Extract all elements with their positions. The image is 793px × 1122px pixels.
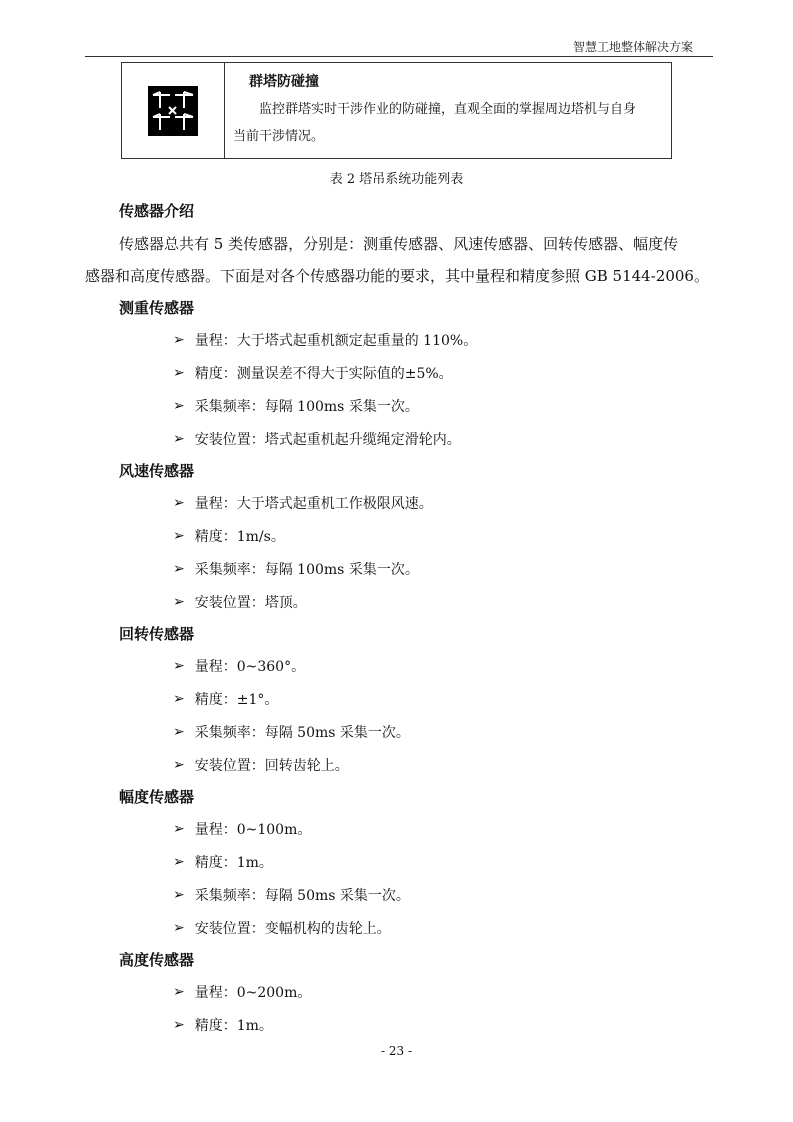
feature-title: 群塔防碰撞 [249,74,319,90]
bullet-arrow-icon: ➢ [173,724,185,740]
feature-icon-cell [122,63,225,158]
list-item: ➢ 精度：±1°。 [173,691,279,708]
feature-table [121,62,672,159]
crane-group-icon [148,86,198,136]
bullet-arrow-icon: ➢ [173,332,185,348]
paragraph-line: 传感器总共有 5 类传感器，分别是：测重传感器、风速传感器、回转传感器、幅度传 [119,235,679,253]
bullet-arrow-icon: ➢ [173,920,185,936]
bullet-arrow-icon: ➢ [173,887,185,903]
bullet-arrow-icon: ➢ [173,398,185,414]
feature-description-cell [225,63,671,158]
list-item: ➢ 量程：0~100m。 [173,821,312,838]
section-heading: 风速传感器 [119,462,195,480]
list-item: ➢ 精度：1m/s。 [173,528,285,545]
intro-paragraph [85,228,713,292]
list-item: ➢ 精度：测量误差不得大于实际值的±5%。 [173,365,453,382]
header-divider [85,56,713,57]
feature-description-line: 当前干涉情况。 [233,129,325,144]
section-heading: 幅度传感器 [119,788,195,806]
bullet-arrow-icon: ➢ [173,691,185,707]
bullet-arrow-icon: ➢ [173,984,185,1000]
list-item: ➢ 量程：大于塔式起重机工作极限风速。 [173,495,433,512]
bullet-arrow-icon: ➢ [173,594,185,610]
list-item: ➢ 采集频率：每隔 50ms 采集一次。 [173,724,410,741]
page-header-title: 智慧工地整体解决方案 [572,40,693,54]
feature-description-line: 监控群塔实时干涉作业的防碰撞，直观全面的掌握周边塔机与自身 [259,102,637,117]
list-item: ➢ 安装位置：塔顶。 [173,594,307,611]
bullet-arrow-icon: ➢ [173,365,185,381]
bullet-arrow-icon: ➢ [173,821,185,837]
page-number: - 23 - [380,1044,412,1058]
list-item: ➢ 安装位置：变幅机构的齿轮上。 [173,920,391,937]
list-item: ➢ 量程：0~200m。 [173,984,312,1001]
bullet-arrow-icon: ➢ [173,1017,185,1033]
list-item: ➢ 安装位置：塔式起重机起升缆绳定滑轮内。 [173,431,461,448]
list-item: ➢ 采集频率：每隔 100ms 采集一次。 [173,398,419,415]
bullet-arrow-icon: ➢ [173,658,185,674]
bullet-arrow-icon: ➢ [173,528,185,544]
bullet-arrow-icon: ➢ [173,495,185,511]
list-item: ➢ 精度：1m。 [173,854,273,871]
section-heading: 回转传感器 [119,625,195,643]
list-item: ➢ 采集频率：每隔 100ms 采集一次。 [173,561,419,578]
table-caption: 表 2 塔吊系统功能列表 [329,172,464,187]
list-item: ➢ 量程：大于塔式起重机额定起重量的 110%。 [173,332,478,349]
feature-description [233,93,663,153]
bullet-arrow-icon: ➢ [173,561,185,577]
list-item: ➢ 量程：0~360°。 [173,658,306,675]
list-item: ➢ 精度：1m。 [173,1017,273,1034]
bullet-arrow-icon: ➢ [173,757,185,773]
bullet-arrow-icon: ➢ [173,431,185,447]
section-heading: 传感器介绍 [119,202,195,220]
list-item: ➢ 采集频率：每隔 50ms 采集一次。 [173,887,410,904]
section-heading: 高度传感器 [119,951,195,969]
bullet-arrow-icon: ➢ [173,854,185,870]
section-heading: 测重传感器 [119,299,195,317]
paragraph-line: 感器和高度传感器。下面是对各个传感器功能的要求，其中量程和精度参照 GB 5144-2006。 [85,267,709,285]
list-item: ➢ 安装位置：回转齿轮上。 [173,757,349,774]
